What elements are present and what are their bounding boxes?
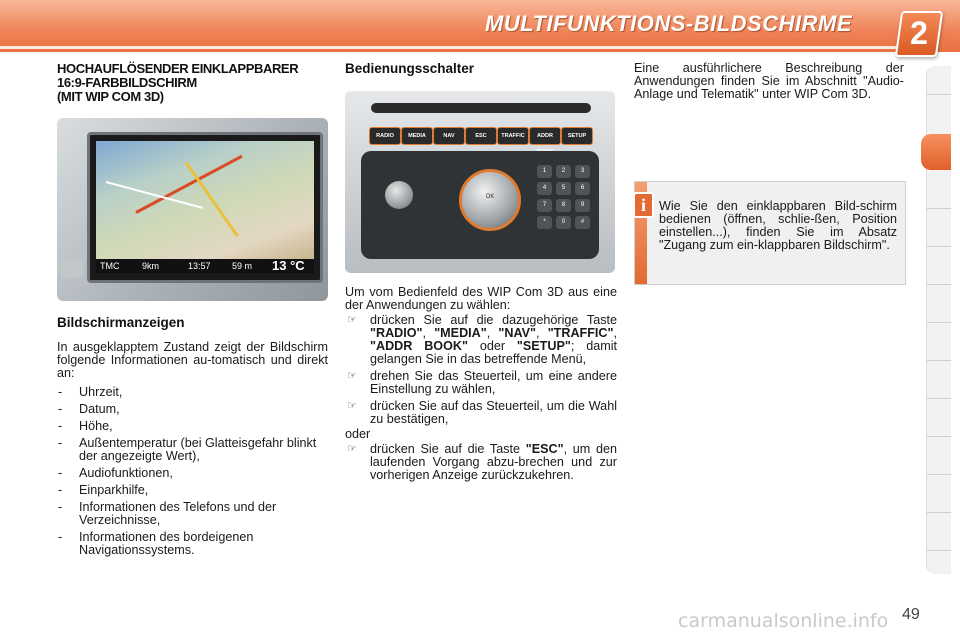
key-label: "RADIO" (370, 326, 423, 340)
info-box (634, 181, 906, 285)
pointing-hand-icon: ☞ (347, 314, 357, 326)
cd-slot (371, 103, 591, 113)
action-item (345, 443, 617, 482)
keypad-key[interactable]: 3 (575, 165, 590, 178)
watermark: carmanualsonline.info (678, 610, 889, 632)
altitude-readout: 59 m (232, 261, 253, 271)
side-tab-divider (927, 94, 951, 95)
side-tab-divider (927, 474, 951, 475)
chapter-badge (895, 11, 943, 57)
side-tab-divider (927, 398, 951, 399)
side-tab-divider (927, 246, 951, 247)
column-left-body (57, 316, 328, 561)
display-photo (57, 118, 328, 301)
screen-status-bar (96, 259, 314, 273)
side-tab-divider (927, 208, 951, 209)
distance-readout: 9km (142, 261, 160, 271)
pointing-hand-icon: ☞ (347, 370, 357, 382)
separator: oder (467, 339, 517, 353)
tmc-label: TMC (100, 261, 120, 271)
separator: , (536, 326, 548, 340)
list-item: - Uhrzeit, (57, 386, 328, 399)
separator: , (422, 326, 435, 340)
list-item: - Höhe, (57, 420, 328, 433)
action-text: ; damit gelangen Sie in das betreffende Menü, (370, 339, 617, 366)
page-number: 49 (902, 606, 920, 623)
action-item (345, 370, 617, 396)
action-text: , um den laufenden Vorgang abzu-brechen und zur vorherigen Anzeige zurückzukehren. (370, 442, 617, 482)
controls-action-list (345, 314, 617, 426)
controls-action-list-alt (345, 443, 617, 482)
keypad-key[interactable]: 6 (575, 182, 590, 195)
side-tab-divider (927, 284, 951, 285)
eject-button[interactable] (61, 260, 83, 278)
keypad-key[interactable]: 8 (556, 199, 571, 212)
control-knob[interactable] (459, 169, 521, 231)
heading-line: HOCHAUFLÖSENDER EINKLAPPBARER (57, 61, 299, 76)
list-item: - Einparkhilfe, (57, 484, 328, 497)
panel-body (361, 151, 599, 259)
side-tab-divider (927, 512, 951, 513)
side-tab-strip (926, 66, 951, 574)
info-text: Wie Sie den einklappbaren Bild-schirm bedienen (öffnen, schlie-ßen, Position einstellen...), finden Sie im Absatz "Zugang zum ein-klappbaren Bildschirm". (659, 199, 897, 252)
volume-knob[interactable] (385, 181, 413, 209)
traffic-button[interactable]: TRAFFIC (497, 127, 529, 145)
heading-line: (MIT WIP COM 3D) (57, 89, 164, 104)
action-item (345, 400, 617, 426)
pointing-hand-icon: ☞ (347, 443, 357, 455)
list-item: - Datum, (57, 403, 328, 416)
key-label: "ESC" (525, 442, 564, 456)
key-label: "ADDR BOOK" (370, 339, 468, 353)
intro-paragraph: In ausgeklapptem Zustand zeigt der Bildschirm folgende Informationen au-tomatisch und direkt an: (57, 340, 328, 380)
keypad-key[interactable]: 7 (537, 199, 552, 212)
action-text: drücken Sie auf die dazugehörige Taste (370, 313, 617, 327)
action-text: drücken Sie auf die Taste (370, 442, 526, 456)
action-text: drücken Sie auf das Steuerteil, um die Wahl zu bestätigen, (370, 399, 617, 426)
media-button[interactable]: MEDIA (401, 127, 433, 145)
side-tab-divider (927, 322, 951, 323)
separator: , (613, 326, 617, 340)
keypad-key[interactable]: 9 (575, 199, 590, 212)
action-item (345, 314, 617, 366)
temperature-readout: 13 °C (272, 258, 305, 273)
side-tab-divider (927, 436, 951, 437)
or-label: oder (345, 427, 371, 441)
info-icon: i (633, 192, 654, 218)
column-right (634, 62, 904, 101)
key-label: "NAV" (498, 326, 537, 340)
radio-button[interactable]: RADIO (369, 127, 401, 145)
control-panel-photo (345, 91, 615, 273)
section-heading (57, 62, 328, 104)
keypad-key[interactable]: 4 (537, 182, 552, 195)
panel-button-row (369, 127, 595, 145)
chapter-number: 2 (910, 15, 928, 51)
controls-intro: Um vom Bedienfeld des WIP Com 3D aus eine der Anwendungen zu wählen: (345, 285, 617, 312)
setup-button[interactable]: SETUP (561, 127, 593, 145)
navigation-map (96, 141, 314, 259)
keypad-key[interactable]: 2 (556, 165, 571, 178)
column-left (57, 62, 328, 104)
side-tab-active[interactable] (921, 134, 951, 170)
action-text: drehen Sie das Steuerteil, um eine andere Einstellung zu wählen, (370, 369, 617, 396)
knob-ok-label: OK (485, 194, 495, 200)
column-middle (345, 62, 617, 75)
display-info-list (57, 386, 328, 557)
subheading-controls: Bedienungsschalter (345, 61, 475, 76)
keypad-key[interactable]: 1 (537, 165, 552, 178)
keypad-key[interactable]: 0 (556, 216, 571, 229)
list-item: - Außentemperatur (bei Glatteisgefahr blinkt der angezeigte Wert), (57, 437, 328, 463)
keypad-key[interactable]: * (537, 216, 552, 229)
keypad-key[interactable]: 5 (556, 182, 571, 195)
reference-paragraph: Eine ausführlichere Beschreibung der Anwendungen finden Sie im Abschnitt "Audio-Anlage und Telematik" unter WIP Com 3D. (634, 61, 904, 101)
key-label: "SETUP" (516, 339, 571, 353)
nav-button[interactable]: NAV (433, 127, 465, 145)
pointing-hand-icon: ☞ (347, 400, 357, 412)
list-item: - Informationen des bordeigenen Navigationssystems. (57, 531, 328, 557)
screen-frame (87, 132, 323, 283)
key-label: "MEDIA" (434, 326, 487, 340)
column-middle-body (345, 286, 617, 486)
list-item: - Informationen des Telefons und der Verzeichnisse, (57, 501, 328, 527)
esc-button[interactable]: ESC (465, 127, 497, 145)
header-line (0, 46, 900, 49)
side-tab-divider (927, 550, 951, 551)
side-tab-divider (927, 360, 951, 361)
heading-line: 16:9-FARBBILDSCHIRM (57, 75, 197, 90)
subheading-display: Bildschirmanzeigen (57, 315, 185, 330)
key-label: "TRAFFIC" (547, 326, 614, 340)
chapter-title: MULTIFUNKTIONS-BILDSCHIRME (485, 11, 852, 36)
separator: , (486, 326, 499, 340)
list-item: - Audiofunktionen, (57, 467, 328, 480)
keypad-key[interactable]: # (575, 216, 590, 229)
clock-readout: 13:57 (188, 261, 211, 271)
numeric-keypad (537, 165, 593, 237)
addr-book-button[interactable]: ADDR (529, 127, 561, 145)
